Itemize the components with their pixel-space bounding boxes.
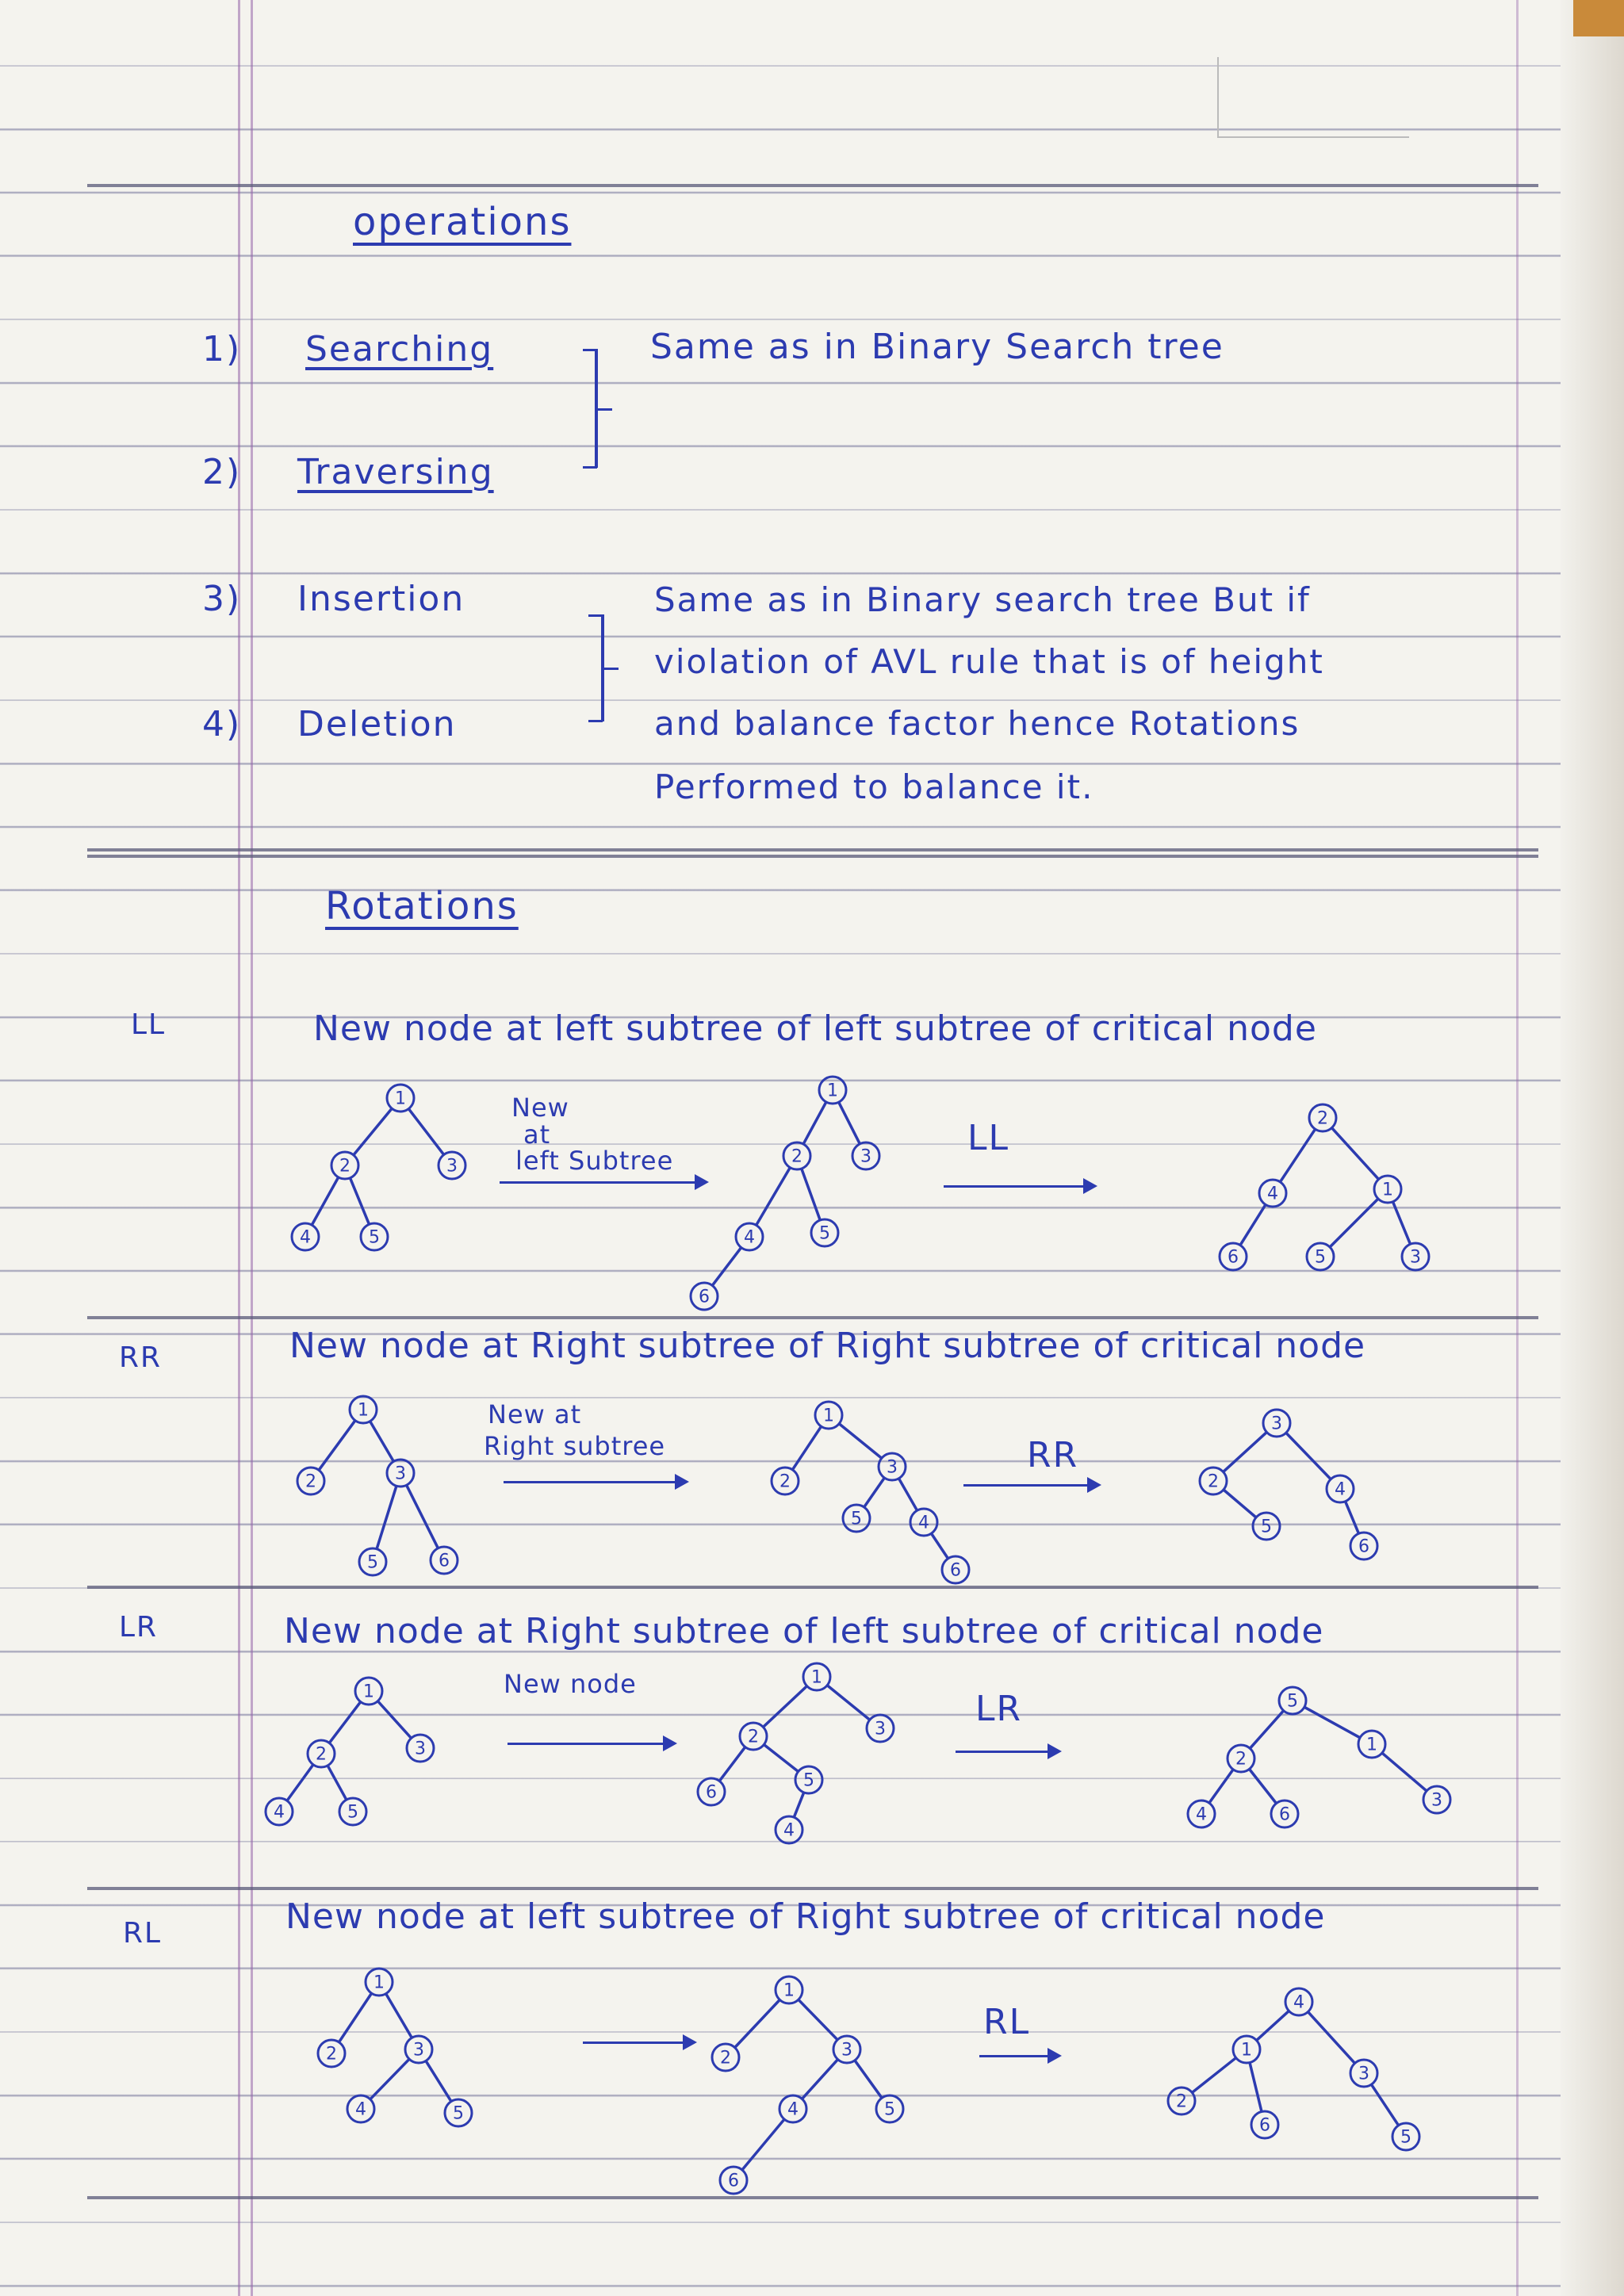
tree-rr-3 [1200, 1410, 1377, 1559]
tree-edge [327, 1766, 347, 1800]
ll-arrow1-line-2: at [523, 1119, 551, 1150]
tree-edge [329, 1702, 360, 1743]
ll-arrow1-line-1: New [511, 1093, 569, 1123]
tree-edge [803, 1102, 826, 1144]
op-num-2: 2) [202, 452, 242, 492]
tree-node-label: 4 [1267, 1184, 1278, 1204]
rotation-text-rl: New node at left subtree of Right subtree of critical node [285, 1896, 1326, 1937]
rotation-label-lr: LR [119, 1611, 159, 1644]
tree-node-label: 5 [347, 1802, 358, 1823]
tree-node-label: 3 [1358, 2064, 1369, 2084]
tree-edge [1286, 1433, 1331, 1479]
tree-node-label: 2 [748, 1727, 759, 1747]
tree-node-label: 5 [1400, 2127, 1411, 2148]
tree-edge [354, 1108, 392, 1155]
tree-edge [1250, 1769, 1277, 1803]
tree-node-label: 4 [355, 2099, 366, 2120]
tree-node-label: 2 [316, 1744, 327, 1765]
tree-node-label: 6 [1259, 2115, 1270, 2136]
tree-edge [1250, 2063, 1262, 2112]
tree-node-label: 2 [326, 2044, 337, 2064]
tree-edge [407, 1485, 439, 1548]
tree-edge [1392, 1202, 1410, 1245]
tree-node-label: 4 [1293, 1992, 1304, 2013]
rotation-text-ll: New node at left subtree of left subtree of critical node [313, 1008, 1317, 1049]
rr-arrow1-line-1: New at [488, 1399, 582, 1429]
tree-edge [802, 1169, 820, 1220]
tree-rl-2 [712, 1976, 903, 2194]
tree-node-label: 2 [339, 1156, 350, 1177]
tree-node-label: 1 [783, 1980, 795, 2001]
tree-edge [802, 2060, 837, 2099]
tree-edge [408, 1109, 443, 1155]
tree-ll-1 [292, 1085, 465, 1250]
note-insert-line-2: violation of AVL rule that is of height [654, 642, 1324, 681]
tree-rr-1 [297, 1396, 458, 1575]
tree-edge [898, 1479, 917, 1510]
tree-node-label: 3 [1431, 1790, 1442, 1811]
note-insert-line-4: Performed to balance it. [654, 767, 1094, 806]
tree-edge [712, 1248, 741, 1286]
rr-arrow1-line-2: Right subtree [484, 1431, 666, 1461]
op-num-4: 4) [202, 704, 242, 744]
rotation-text-rr: New node at Right subtree of Right subtree of critical node [289, 1326, 1366, 1366]
tree-node-label: 4 [744, 1227, 755, 1248]
lr-arrow2-label: LR [975, 1689, 1023, 1729]
tree-node-label: 5 [453, 2103, 464, 2124]
tree-edge [855, 2061, 882, 2098]
tree-node-label: 1 [1366, 1735, 1377, 1755]
tree-node-label: 3 [415, 1739, 426, 1759]
tree-node-label: 2 [1235, 1749, 1247, 1770]
op-label-searching: Searching [305, 329, 494, 369]
rotation-text-lr: New node at Right subtree of left subtree of critical node [284, 1611, 1324, 1651]
tree-node-label: 5 [884, 2099, 895, 2120]
tree-edge [735, 1999, 780, 2047]
ll-arrow2-label: LL [967, 1118, 1010, 1158]
tree-edge [931, 1533, 948, 1559]
tree-node-label: 3 [875, 1719, 886, 1739]
tree-edge [1257, 2011, 1289, 2040]
tree-lr-1 [266, 1678, 434, 1825]
note-same-as-bst: Same as in Binary Search tree [650, 327, 1224, 367]
op-label-insertion: Insertion [297, 579, 465, 619]
tree-node-label: 6 [699, 1287, 710, 1307]
tree-edge [742, 2119, 784, 2170]
operations-heading: operations [353, 200, 572, 244]
tree-edge [287, 1765, 313, 1800]
tree-node-label: 4 [783, 1820, 795, 1841]
tree-node-label: 3 [887, 1457, 898, 1478]
tree-node-label: 4 [787, 2099, 799, 2120]
rl-arrow2-label: RL [983, 2002, 1031, 2042]
tree-edge [1304, 1707, 1360, 1738]
tree-node-label: 4 [918, 1513, 929, 1533]
tree-edge [839, 1424, 882, 1459]
tree-edge [794, 1793, 803, 1817]
tree-edge [864, 1478, 885, 1507]
tree-edge [1280, 1129, 1315, 1182]
tree-node-label: 5 [803, 1770, 814, 1791]
tree-node-label: 5 [1261, 1517, 1272, 1537]
ll-arrow1-line-3: left Subtree [515, 1146, 674, 1176]
tree-edge [839, 1102, 860, 1144]
tree-node-label: 5 [1287, 1691, 1298, 1712]
lr-arrow1-line-1: New node [504, 1669, 637, 1699]
tree-node-label: 1 [811, 1667, 822, 1688]
rotation-label-ll: LL [131, 1008, 167, 1041]
tree-node-label: 5 [1315, 1247, 1326, 1268]
tree-edge [1209, 1770, 1233, 1803]
tree-edge [339, 1993, 371, 2042]
tree-node-label: 4 [1335, 1479, 1346, 1500]
rr-arrow2-label: RR [1027, 1435, 1079, 1475]
tree-edge [1224, 1432, 1267, 1471]
rotation-label-rr: RR [119, 1341, 163, 1374]
tree-node-label: 5 [819, 1223, 830, 1244]
note-insert-line-3: and balance factor hence Rotations [654, 704, 1300, 743]
tree-lr-3 [1188, 1687, 1450, 1827]
tree-edge [426, 2061, 451, 2101]
tree-edge [1371, 2084, 1398, 2126]
tree-node-label: 5 [369, 1227, 380, 1248]
tree-edge [370, 1422, 394, 1462]
tree-edge [386, 1994, 412, 2038]
tree-edge [719, 1747, 745, 1781]
op-label-traversing: Traversing [297, 452, 494, 492]
tree-node-label: 1 [395, 1089, 406, 1109]
tree-edge [370, 2059, 409, 2099]
tree-ll-2 [691, 1077, 879, 1310]
tree-node-label: 1 [1382, 1180, 1393, 1200]
tree-node-label: 1 [827, 1081, 838, 1101]
tree-edge [1346, 1502, 1359, 1534]
tree-lr-2 [698, 1663, 894, 1843]
tree-node-label: 2 [305, 1471, 316, 1492]
tree-edge [1224, 1490, 1256, 1517]
tree-edge [350, 1178, 369, 1225]
tree-node-label: 1 [358, 1400, 369, 1421]
tree-edge [1331, 1128, 1378, 1180]
tree-node-label: 4 [274, 1802, 285, 1823]
tree-node-label: 1 [1241, 2040, 1252, 2061]
tree-edge [799, 1999, 837, 2040]
tree-node-label: 6 [706, 1782, 717, 1803]
tree-node-label: 3 [395, 1464, 406, 1484]
tree-node-label: 3 [1271, 1414, 1282, 1434]
tree-edge [312, 1177, 338, 1225]
tree-node-label: 1 [363, 1682, 374, 1702]
tree-node-label: 3 [1410, 1247, 1421, 1268]
tree-node-label: 5 [367, 1552, 378, 1573]
tree-node-label: 6 [1279, 1804, 1290, 1825]
tree-node-label: 6 [728, 2171, 739, 2191]
tree-rr-2 [772, 1402, 969, 1583]
tree-edge [1330, 1199, 1378, 1247]
tree-node-label: 2 [1208, 1471, 1219, 1492]
tree-node-label: 3 [860, 1146, 871, 1167]
tree-node-label: 6 [1228, 1247, 1239, 1268]
tree-edge [377, 1486, 396, 1549]
tree-edge [1308, 2012, 1354, 2064]
tree-edge [756, 1168, 791, 1226]
tree-edge [827, 1686, 870, 1720]
tree-node-label: 3 [446, 1156, 458, 1177]
tree-edge [792, 1426, 821, 1470]
tree-node-label: 6 [1358, 1536, 1369, 1557]
op-num-3: 3) [202, 579, 242, 619]
tree-edge [377, 1701, 411, 1739]
tree-rl-3 [1168, 1988, 1419, 2150]
op-num-1: 1) [202, 329, 242, 369]
tree-node-label: 5 [851, 1509, 862, 1529]
rotation-label-rl: RL [123, 1917, 163, 1950]
tree-node-label: 4 [1196, 1804, 1207, 1825]
tree-edge [1382, 1753, 1427, 1791]
tree-node-label: 1 [823, 1406, 834, 1426]
tree-node-label: 2 [779, 1471, 791, 1492]
tree-edge [764, 1745, 798, 1772]
tree-node-label: 3 [413, 2040, 424, 2061]
tree-edge [1192, 2058, 1235, 2093]
tree-node-label: 6 [950, 1560, 961, 1581]
tree-node-label: 2 [720, 2048, 731, 2068]
tree-node-label: 2 [1176, 2091, 1187, 2112]
tree-edge [1240, 1204, 1266, 1245]
tree-node-label: 2 [1317, 1108, 1328, 1129]
tree-edge [319, 1421, 355, 1471]
rotations-heading: Rotations [325, 884, 519, 928]
tree-node-label: 3 [841, 2040, 852, 2061]
tree-edge [1250, 1711, 1283, 1749]
tree-node-label: 4 [300, 1227, 311, 1248]
tree-node-label: 1 [373, 1973, 385, 1993]
note-insert-line-1: Same as in Binary search tree But if [654, 580, 1311, 619]
tree-edge [763, 1686, 806, 1728]
op-label-deletion: Deletion [297, 704, 457, 744]
tree-rl-1 [318, 1969, 472, 2126]
tree-node-label: 2 [791, 1146, 802, 1167]
tree-ll-3 [1220, 1104, 1429, 1270]
tree-node-label: 6 [439, 1551, 450, 1571]
